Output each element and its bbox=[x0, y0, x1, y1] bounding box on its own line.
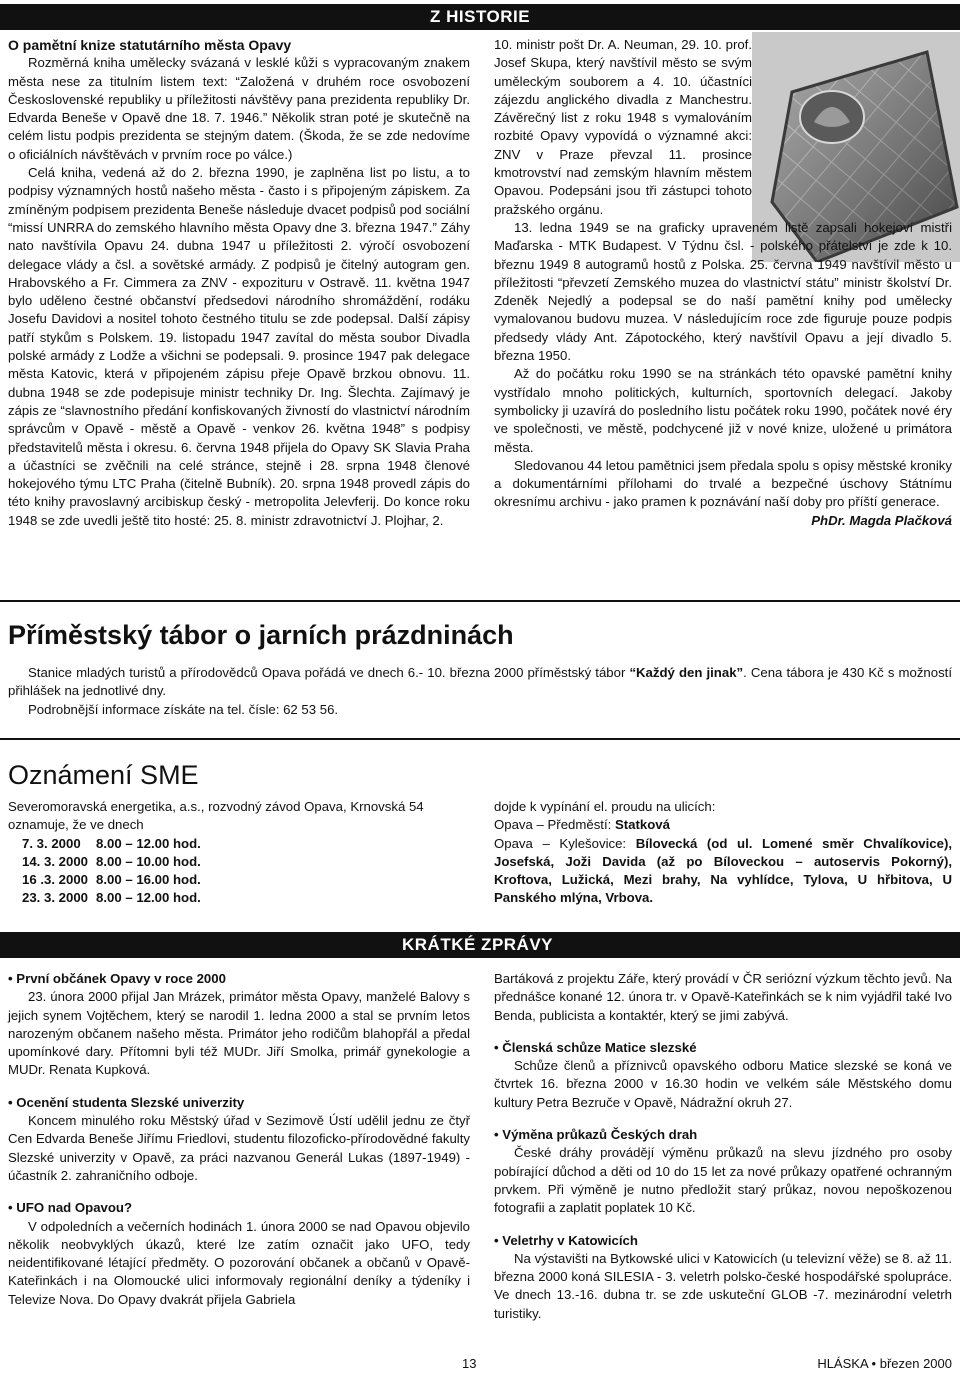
news-item-text: Schůze členů a příznivců opavského odboru Matice slezské se koná ve čtvrtek 16. března 2000 v 16.30 hodin ve velkém sále Městského domu kultury Petra Bezruče v Opavě, Nádražní okruh 27. bbox=[494, 1058, 952, 1110]
street-list: Bílovecká (od ul. Lomené směr Chvalíkovice), Josefská, Joži Davida (až po Bíloveckou – autoservis Pokorný), Kroftova, Lužická, Mezi brahy, Na vyhlídce, Tylova, U hřbitova, U Panského mlýna, Vrbova. bbox=[494, 835, 952, 906]
district-label: Opava – Předměstí: bbox=[494, 817, 615, 833]
news-item-text: Koncem minulého roku Městský úřad v Sezimově Ústí udělil jednu ze čtyř Cen Edvarda Beneše Jiřímu Friedlovi, studentu filozoficko-přírodovědné fakulty Slezské univerzity v Opavě, za práci nazvanou Generál Lukas (1897-1949) - účastník 2. zahraničního odboje. bbox=[8, 1113, 470, 1183]
divider-1 bbox=[0, 600, 960, 602]
schedule-date: 16 .3. 2000 bbox=[22, 872, 88, 888]
history-paragraph-1: Rozměrná kniha umělecky svázaná v lesklé kůži s vypracovaným znakem města nese za titulním listem text: “Založená v druhém roce osvobození Československé republiky u příležitosti návštěvy pana prezidenta republiky Dr. Edvarda Beneše v Opavě dne 18. 7. 1946.” Několik stran poté je skutečně na celém listu podpis prezidenta se stejným datem. (Škoda, že se zde nedovíme o oficiálních návštěvách v prvním roce po válce.) bbox=[8, 55, 470, 162]
sme-intro: Severomoravská energetika, a.s., rozvodný závod Opava, Krnovská 54 oznamuje, že ve dnech bbox=[8, 799, 424, 833]
camp-text-b: . Cena tábora je 430 Kč s možností přihlášek na jednotlivé dny. bbox=[8, 665, 953, 699]
footer-publication bbox=[817, 1356, 952, 1371]
sme-outage-kylesovice bbox=[494, 835, 952, 908]
schedule-row bbox=[22, 889, 470, 907]
publication-name: HLÁSKA bbox=[817, 1356, 868, 1371]
news-item-title: • Výměna průkazů Českých drah bbox=[494, 1126, 952, 1144]
sme-outage-intro: dojde k vypínání el. proudu na ulicích: bbox=[494, 799, 716, 814]
news-item-text: České dráhy provádějí výměnu průkazů na slevu jízdného pro osoby pobírající důchod a děti od 10 do 15 let za nové průkazy opatřené ochranným prvkem. Při výměně je nutno předložit starý průkaz, novou nepoškozenou fotografii a zaplatit poplatek 10 Kč. bbox=[494, 1145, 952, 1216]
history-paragraph-5: Až do počátku roku 1990 se na stránkách této opavské pamětní knihy vystřídalo mnoho politických, kulturních, sportovních delegací. Jakoby symbolicky ji uzavírá do posledního listu počátek roku 1990, počátek nové éry ve společnosti, ve městě, podchycené již v nové knize, uložené u primátora města. bbox=[494, 366, 952, 455]
news-item-title: • Veletrhy v Katowicích bbox=[494, 1232, 952, 1250]
schedule-time: 8.00 – 10.00 hod. bbox=[96, 853, 201, 869]
street-list: Statková bbox=[614, 817, 670, 833]
schedule-row bbox=[22, 853, 470, 871]
history-paragraph-4: 13. ledna 1949 se na graficky upraveném listě zapsali hokejoví mistři Maďarska - MTK Budapest. V Týdnu čsl. - polského přátelství je zde k 10. březnu 1949 8 autogramů hostů z Polska. 25. června 1949 navštívil město u příležitosti “převzetí Zemského muzea do vlastnictví státu” ministr školství Dr. Zdeněk Nejedlý a podepsal se do naší pamětní knihy pod umělecky vymalovanou budovu muzea. V následujícím roce zde figuruje pouze podpis předsedy vlády Ant. Zápotockého, který navštívil Opavu a její divadlo 5. března 1950. bbox=[494, 219, 952, 364]
history-paragraph-3: 10. ministr pošt Dr. A. Neuman, 29. 10. prof. Josef Skupa, který navštívil město se svým uměleckým souborem a 4. 10. účastníci zájezdu anglického divadla z Manchestru. Závěrečný list z roku 1948 s vymalováním rozbité Opavy vypovídá o významné akci: ZNV v Praze převzal 11. prosince kmotrovství nad zemským hlavním městem Opavou. Podepsáni jsou tři zástupci tohoto pražského orgánu. bbox=[494, 37, 752, 217]
news-right bbox=[494, 970, 952, 1323]
camp-contact: Podrobnější informace získáte na tel. čísle: 62 53 56. bbox=[28, 701, 339, 717]
schedule-time: 8.00 – 12.00 hod. bbox=[96, 890, 201, 906]
sme-title: Oznámení SME bbox=[8, 760, 199, 790]
news-item-text: V odpoledních a večerních hodinách 1. února 2000 se nad Opavou objevilo několik neobvyklých úkazů, které lze zatím označit jako UFO, tedy neidentifikované létající předměty. O pozorování občanek a občanů v Opavě-Kateřinkách i na Olomoucké ulici informovaly regionální deníky a týdeníky i Televize Nova. Do Opavy dvakrát přijela Gabriela bbox=[8, 1218, 470, 1307]
history-article-right bbox=[494, 36, 952, 530]
schedule-row bbox=[22, 871, 470, 889]
history-paragraph-6: Sledovanou 44 letou pamětnici jsem předala spolu s opisy městské kroniky a dokumentárními přílohami do trvalé a bezpečné úschovy Státnímu okresnímu archivu - jako pramen k poznávání naší doby pro příští generace. bbox=[494, 457, 952, 510]
news-item-text: 23. února 2000 přijal Jan Mrázek, primátor města Opavy, manželé Balovy s jejich synem Vojtěchem, který se narodil 1. ledna 2000 a stal se prvním letos narozeným občanem našeho města. Primátor jeho rodičům blahopřál a předal upomínkové dary. Přítomni byli též MUDr. Jiří Smolka, primář gynekologie a MUDr. Renata Kupková. bbox=[8, 989, 470, 1078]
schedule-date: 23. 3. 2000 bbox=[22, 890, 88, 906]
news-item-title: • UFO nad Opavou? bbox=[8, 1199, 470, 1217]
divider-2 bbox=[0, 738, 960, 740]
history-title: O pamětní knize statutárního města Opavy bbox=[8, 37, 292, 53]
news-item-title: • Členská schůze Matice slezské bbox=[494, 1039, 952, 1057]
bullet-separator: • bbox=[871, 1356, 877, 1371]
schedule-row bbox=[22, 835, 470, 853]
news-item-text: Bartáková z projektu Záře, který provádí v ČR seriózní výzkum těchto jevů. Na přednášce konané 12. února tr. v Opavě-Kateřinkách se k nim vyjádřil také Ivo Benda, publicista a kontaktér, který se jimi zabývá. bbox=[494, 971, 952, 1023]
news-item-title: • První občánek Opavy v roce 2000 bbox=[8, 970, 470, 988]
schedule-date: 14. 3. 2000 bbox=[22, 853, 88, 869]
sme-right bbox=[494, 798, 952, 908]
history-paragraph-2: Celá kniha, vedená až do 2. března 1990, je zaplněna list po listu, a to podpisy významných hostů našeho města - často i s připojeným zápiskem. Za zmíněným podpisem prezidenta Beneše následuje dvacet podpisů pod sociální “missí UNRRA do zemského hlavního města Opavy dne 3. března 1947.” Záhy nato navštívila Opavu 24. dubna 1947 u příležitosti 2. výročí osvobození delegace vlády a čsl. a sovětské armády. Z podpisů je čitelný autogram gen. Hrabovského a Fr. Cimmera za ZNV - expozituru v Ostravě. 11. května 1947 bylo uděleno čestné občanství předsedovi národního shromáždění, rodáku Josefu Davidovi a nositel tohoto čestného titulu se zde podepsal. Další zápisy patří stykům s Polskem. 19. listopadu 1947 zavítal do města soubor Divadla polské armády z Lodže a všichni se podepsali. 9. prosince 1947 pak delegace města Katovic, která v připojeném zápisu přeje Opavě brzkou obnovu. 11. dubna 1948 se zde podepisuje ministr techniky Dr. Ing. Šlechta. Zajímavý je zápis ze “slavnostního předání konfiskovaných živností do vlastnictví národním správcům v Opavě - městě a Opavě - venkov 26. května 1948” s podpisy představitelů města i okresu. 6. června 1948 přijela do Opavy SK Slavia Praha a účastníci se zvěčnili na celé stránce, stejně i 28. srpna 1948 členové hokejového týmu LTC Praha (čitelně Bubník). 20. srpna 1948 provedl zápis do této knihy pravoslavný arcibiskup český - metropolita Jelevferij. Do konce roku 1948 se zde uvedli ještě tito hosté: 25. 8. ministr zdravotnictví J. Plojhar, 2. bbox=[8, 165, 470, 528]
schedule-date: 7. 3. 2000 bbox=[22, 835, 81, 851]
district-label: Opava – Kylešovice: bbox=[494, 835, 636, 851]
news-item-text: Na výstavišti na Bytkowské ulici v Katowicích (u televizní věže) se 8. až 11. března 2000 koná SILESIA - 3. veletrh polsko-české hospodářské spolupráce. Ve dnech 13.-16. dubna tr. se zde uskuteční GLOB -7. mezinárodní veletrh turistiky. bbox=[494, 1250, 952, 1321]
issue-date: březen 2000 bbox=[879, 1356, 952, 1371]
news-left bbox=[8, 970, 470, 1309]
news-item-title: • Ocenění studenta Slezské univerzity bbox=[8, 1094, 470, 1112]
history-article-left bbox=[8, 36, 470, 530]
schedule-time: 8.00 – 12.00 hod. bbox=[96, 835, 201, 851]
camp-text bbox=[8, 664, 952, 719]
schedule-time: 8.00 – 16.00 hod. bbox=[96, 872, 201, 888]
camp-text-a: Stanice mladých turistů a přírodovědců Opava pořádá ve dnech 6.- 10. března 2000 příměstský tábor bbox=[28, 665, 630, 680]
section-title-news: KRÁTKÉ ZPRÁVY bbox=[402, 935, 554, 954]
sme-outage-predmesti bbox=[494, 816, 952, 834]
camp-title: Příměstský tábor o jarních prázdninách bbox=[8, 620, 514, 650]
page-number: 13 bbox=[462, 1356, 477, 1371]
section-title-history: Z HISTORIE bbox=[430, 7, 531, 26]
camp-name: “Každý den jinak” bbox=[629, 665, 744, 680]
sme-schedule bbox=[22, 835, 470, 908]
history-author: PhDr. Magda Plačková bbox=[811, 512, 952, 528]
sme-left bbox=[8, 798, 470, 908]
